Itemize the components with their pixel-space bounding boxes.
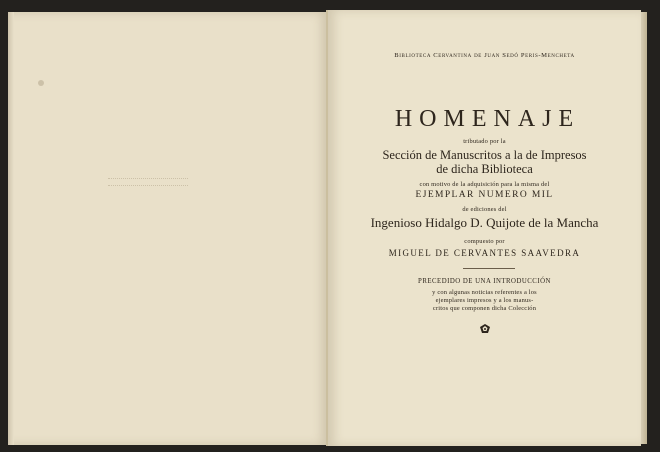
title-page: [328, 10, 641, 446]
page-edge: [641, 12, 647, 444]
dedication-line-6: de ediciones del: [462, 206, 507, 213]
intro-line-2: ejemplares impresos y a los manus-: [435, 297, 534, 304]
left-blank-page: [8, 12, 328, 445]
intro-line-1: y con algunas noticias referentes a los: [432, 289, 537, 296]
series-line: Biblioteca Cervantina de Juan Sedó Peris-Mencheta: [394, 52, 575, 59]
divider-rule: [463, 268, 515, 269]
title-page-content: [328, 10, 641, 446]
printer-ornament-icon: [480, 324, 490, 333]
bleed-through-text: [108, 178, 188, 186]
dedication-line-2: Sección de Manuscritos a la de Impresos: [382, 148, 587, 162]
dedication-line-1: tributado por la: [463, 138, 506, 145]
intro-line-3: critos que componen dicha Colección: [432, 305, 537, 312]
dedication-line-5: EJEMPLAR NUMERO MIL: [415, 190, 554, 200]
dedication-line-4: con motivo de la adquisición para la misma del: [419, 181, 550, 188]
intro-heading: PRECEDIDO DE UNA INTRODUCCIÓN: [418, 278, 551, 285]
dedication-line-8: compuesto por: [464, 238, 505, 245]
bleed-through-mark: [38, 80, 44, 86]
dedication-line-3: de dicha Biblioteca: [436, 162, 533, 176]
page-title: HOMENAJE: [394, 106, 581, 132]
dedication-line-7: Ingenioso Hidalgo D. Quijote de la Mancha: [370, 215, 599, 230]
author-name: MIGUEL DE CERVANTES SAAVEDRA: [388, 248, 581, 258]
